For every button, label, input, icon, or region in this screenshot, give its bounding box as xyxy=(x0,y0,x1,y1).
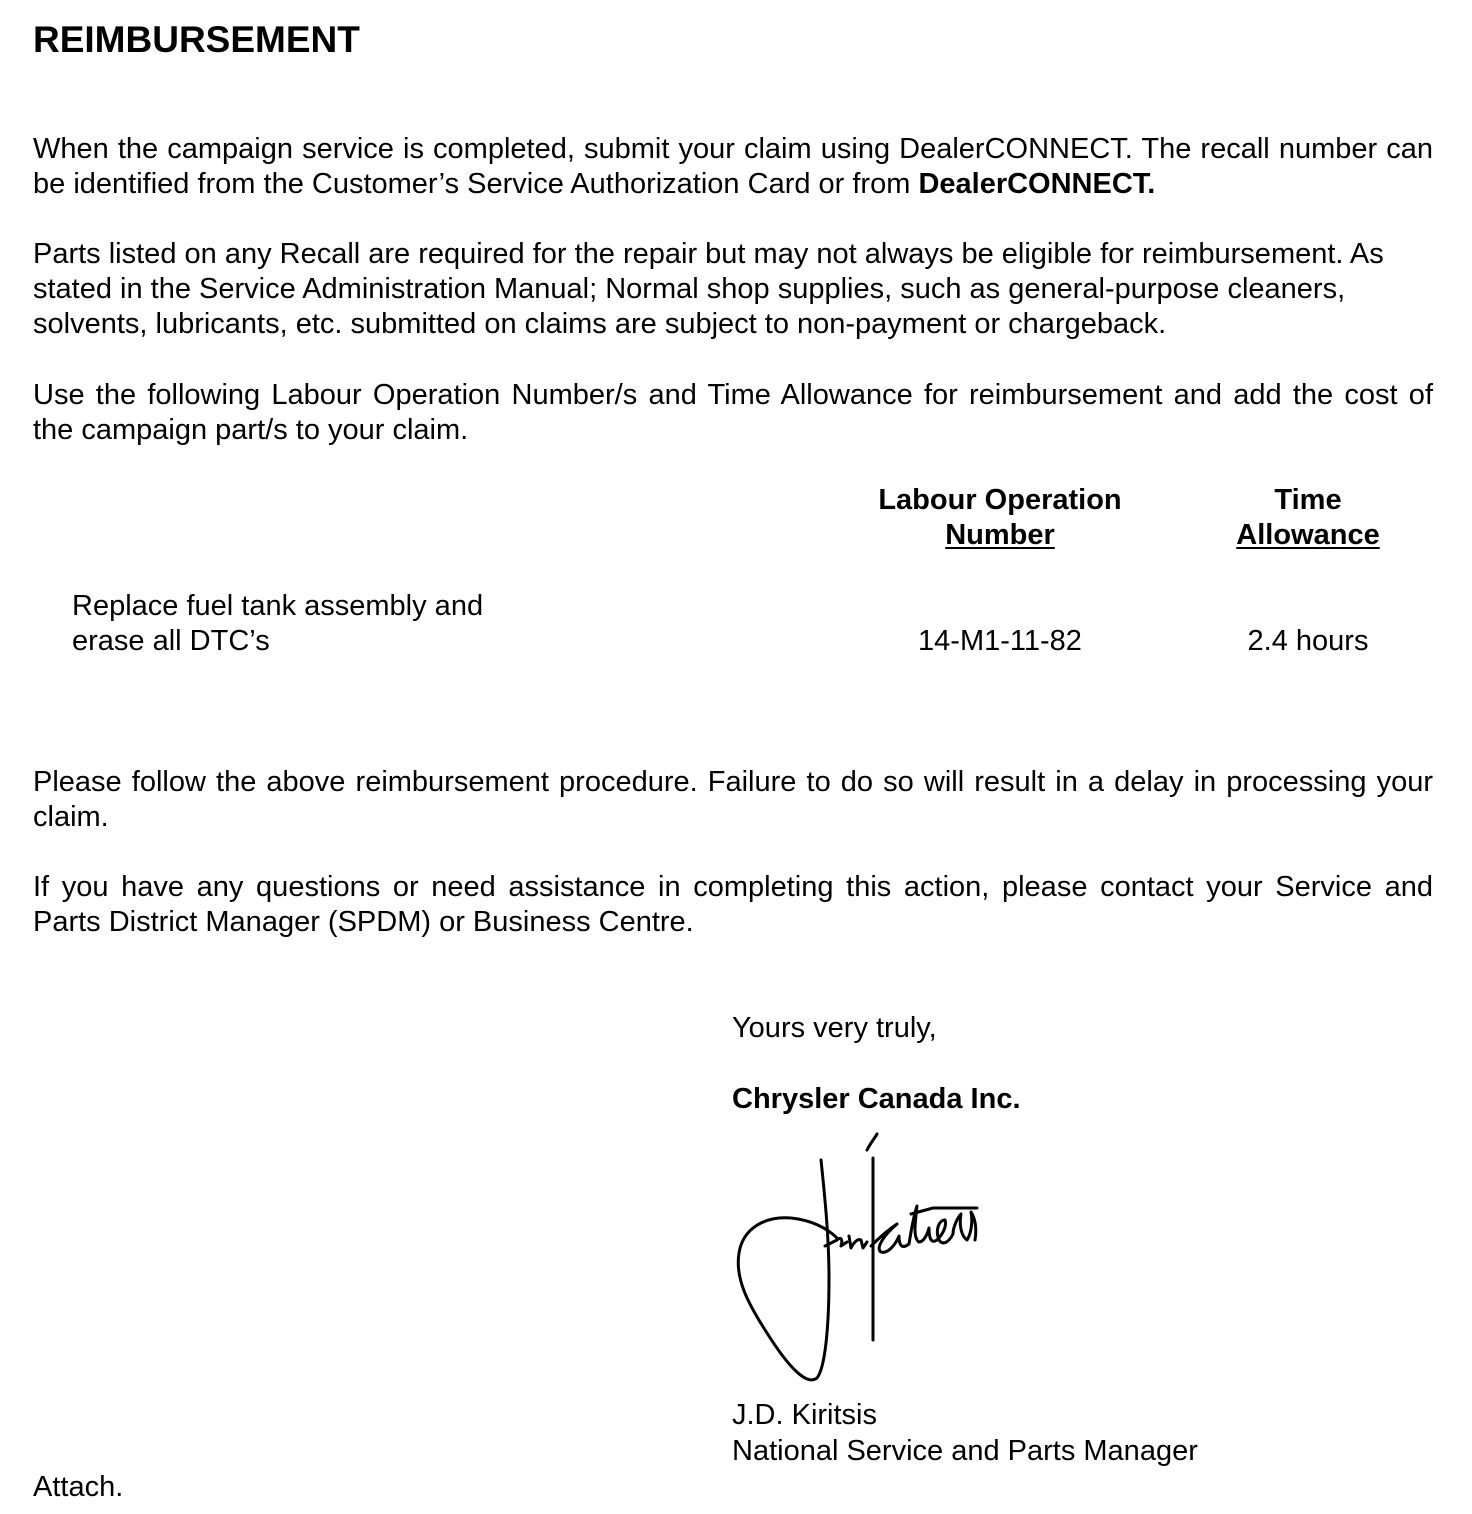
table-row-description-line2: erase all DTC’s xyxy=(72,625,270,657)
column-header-labour-operation-line1: Labour Operation xyxy=(878,484,1122,516)
table-row-description-line1: Replace fuel tank assembly and xyxy=(72,590,484,622)
handwritten-signature xyxy=(725,1128,995,1388)
paragraph-contact-info: If you have any questions or need assistance in completing this action, please contact your Service and Parts District Manager (SPDM) or Business Centre. xyxy=(33,871,1433,938)
table-row-description xyxy=(72,589,572,659)
paragraph-labour-instructions: Use the following Labour Operation Number/s and Time Allowance for reimbursement and add the cost of the campaign part/s to your claim. xyxy=(33,379,1433,446)
column-header-time-allowance xyxy=(1208,483,1408,553)
dealerconnect-emphasis: DealerCONNECT. xyxy=(918,168,1156,200)
column-header-labour-operation xyxy=(850,483,1150,553)
company-name: Chrysler Canada Inc. xyxy=(732,1083,1021,1115)
column-header-labour-operation-line2: Number xyxy=(945,519,1055,551)
table-row-time-allowance: 2.4 hours xyxy=(1247,625,1369,657)
closing-salutation: Yours very truly, xyxy=(732,1012,937,1044)
section-heading: REIMBURSEMENT xyxy=(33,19,360,60)
attachment-note: Attach. xyxy=(33,1471,124,1503)
table-row-labour-number: 14-M1-11-82 xyxy=(918,625,1082,657)
signatory-name: J.D. Kiritsis xyxy=(732,1399,877,1431)
signatory-title: National Service and Parts Manager xyxy=(732,1435,1198,1467)
paragraph-claim-text: When the campaign service is completed, submit your claim using DealerCONNECT. The recall number can be identified from the Customer’s Service Authorization Card or from xyxy=(33,133,1433,200)
paragraph-follow-procedure: Please follow the above reimbursement procedure. Failure to do so will result in a delay in processing your claim. xyxy=(33,766,1433,833)
paragraph-claim-submission xyxy=(33,132,1433,202)
column-header-time-line2: Allowance xyxy=(1236,519,1380,551)
column-header-time-line1: Time xyxy=(1274,484,1342,516)
paragraph-parts-eligibility: Parts listed on any Recall are required for the repair but may not always be eligible for reimbursement. As stated in the Service Administration Manual; Normal shop supplies, such as general-purpose cleaners, solvents, lubricants, etc. submitted on claims are subject to non-payment or chargeback. xyxy=(33,238,1384,340)
